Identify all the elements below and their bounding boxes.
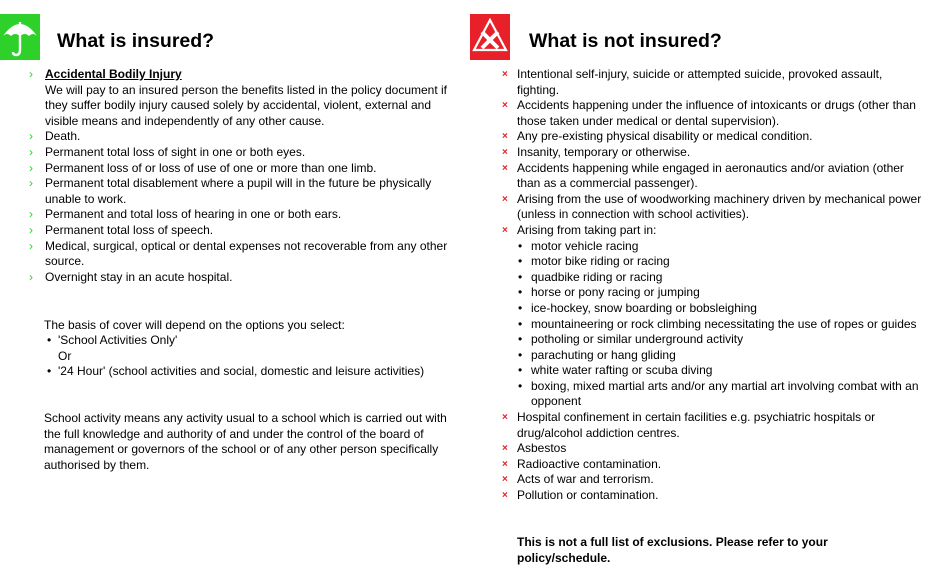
list-item (29, 207, 455, 223)
bullet-icon: • (518, 363, 523, 378)
list-item-text: Overnight stay in an acute hospital. (45, 269, 233, 284)
school-activity-text: School activity means any activity usual to a school which is carried out with the full knowledge and authority of and under the control of the board of management or governors of the school or of any other person specifically authorised by them. (44, 411, 447, 472)
list-item-text: Pollution or contamination. (517, 488, 659, 503)
cross-bullet-icon: × (502, 193, 508, 205)
list-item (502, 441, 922, 457)
activity-text: parachuting or hang gliding (531, 347, 676, 362)
insured-title: What is insured? (57, 30, 215, 52)
chevron-right-icon: › (29, 144, 33, 159)
bullet-icon: • (518, 238, 523, 253)
activity-item (517, 332, 922, 348)
bullet-icon: • (47, 364, 52, 379)
list-item (29, 269, 455, 286)
list-item-text: Insanity, temporary or otherwise. (517, 144, 691, 159)
list-item (502, 472, 922, 488)
chevron-right-icon: › (29, 222, 33, 237)
chevron-right-icon: › (29, 238, 33, 253)
list-item-text: Permanent total disablement where a pupil will in the future be physically unable to work. (45, 176, 432, 206)
cross-bullet-icon: × (502, 131, 508, 143)
chevron-right-icon: › (29, 67, 33, 81)
list-item (502, 456, 922, 473)
list-item (29, 129, 455, 145)
list-item (502, 222, 922, 239)
cross-bullet-icon: × (502, 224, 508, 236)
bullet-icon: • (518, 269, 523, 284)
chevron-right-icon: › (29, 207, 33, 222)
cross-bullet-icon: × (502, 146, 508, 158)
chevron-right-icon: › (29, 129, 33, 144)
activity-item (517, 254, 922, 270)
bullet-icon: • (47, 333, 52, 347)
activity-text: motor vehicle racing (531, 238, 639, 253)
list-item-text: Accidents happening while engaged in aeronautics and/or aviation (other than as a commercial passenger). (517, 160, 904, 191)
list-item (29, 176, 455, 207)
not-insured-header (470, 0, 925, 64)
bullet-icon: • (518, 332, 523, 347)
list-item-text: Any pre-existing physical disability or medical condition. (517, 129, 813, 144)
cross-bullet-icon: × (502, 490, 508, 502)
chevron-right-icon: › (29, 269, 33, 284)
umbrella-icon (0, 14, 40, 60)
activity-item (517, 301, 922, 317)
activity-item (517, 270, 922, 286)
insured-column (0, 0, 460, 472)
activity-text: quadbike riding or racing (531, 269, 663, 284)
activity-text: motor bike riding or racing (531, 254, 670, 269)
activity-text: boxing, mixed martial arts and/or any martial art involving combat with an opponent (531, 378, 919, 409)
list-item (502, 160, 922, 192)
list-item-text: Death. (45, 129, 81, 144)
list-item (502, 488, 922, 504)
activity-text: white water rafting or scuba diving (531, 363, 713, 378)
list-item-text: Acts of war and terrorism. (517, 472, 654, 487)
list-item-text: Permanent loss of or loss of use of one or more than one limb. (45, 160, 377, 175)
basis-text: The basis of cover will depend on the options you select: (44, 318, 345, 332)
cross-bullet-icon: × (502, 474, 508, 486)
list-item (29, 67, 455, 129)
not-insured-list (502, 67, 922, 504)
option-label: 'School Activities Only' (58, 333, 178, 347)
list-item (502, 144, 922, 161)
option-item (44, 364, 456, 380)
activity-text: horse or pony racing or jumping (531, 285, 700, 300)
list-item-text: Intentional self-injury, suicide or attempted suicide, provoked assault, fighting. (517, 67, 883, 97)
bullet-icon: • (518, 300, 523, 315)
list-item (29, 238, 455, 270)
activity-text: ice-hockey, snow boarding or bobsleighing (531, 300, 757, 315)
list-item-text: Arising from the use of woodworking machinery driven by mechanical power (unless in connection with school activities). (517, 191, 922, 222)
cover-options (44, 333, 456, 380)
activity-item (517, 363, 922, 379)
chevron-right-icon: › (29, 160, 33, 175)
cross-bullet-icon: × (502, 69, 508, 80)
list-item (502, 129, 922, 145)
bullet-icon: • (518, 316, 523, 331)
cross-bullet-icon: × (502, 443, 508, 455)
activity-item (517, 348, 922, 364)
activity-item (517, 239, 922, 255)
option-item (44, 333, 456, 349)
bullet-icon: • (518, 378, 523, 393)
bullet-icon: • (518, 254, 523, 269)
insured-list (29, 67, 455, 285)
list-item (502, 67, 922, 98)
activity-item (517, 379, 922, 410)
list-item (502, 191, 922, 223)
list-item-text: Arising from taking part in: (517, 222, 657, 237)
list-item-text: Permanent and total loss of hearing in one or both ears. (45, 207, 342, 222)
list-item (502, 410, 922, 441)
list-item-text: Radioactive contamination. (517, 456, 662, 471)
activity-text: potholing or similar underground activity (531, 332, 744, 347)
list-item-text: Permanent total loss of sight in one or both eyes. (45, 144, 306, 159)
list-item-text: Permanent total loss of speech. (45, 222, 214, 237)
list-item-text: Hospital confinement in certain facilities e.g. psychiatric hospitals or drug/alcohol addiction centres. (517, 410, 876, 440)
cross-bullet-icon: × (502, 100, 508, 112)
activity-item (517, 317, 922, 333)
activity-text: mountaineering or rock climbing necessitating the use of ropes or guides (531, 316, 917, 331)
cross-bullet-icon: × (502, 458, 508, 470)
bullet-icon: • (518, 285, 523, 300)
list-item (29, 222, 455, 239)
option-label: '24 Hour' (school activities and social, domestic and leisure activities) (58, 364, 425, 379)
not-insured-column (470, 0, 925, 503)
not-insured-title: What is not insured? (529, 30, 722, 52)
or-text: Or (58, 348, 72, 363)
list-item-text: Medical, surgical, optical or dental expenses not recoverable from any other source. (45, 238, 448, 269)
cross-bullet-icon: × (502, 412, 508, 424)
bullet-icon: • (518, 347, 523, 362)
list-item-text: Asbestos (517, 441, 567, 456)
insured-header (0, 0, 460, 64)
disclaimer-text: This is not a full list of exclusions. Please refer to your policy/schedule. (517, 535, 828, 565)
cross-bullet-icon: × (502, 162, 508, 174)
section-heading: Accidental Bodily Injury (45, 67, 182, 81)
list-item (502, 98, 922, 129)
list-item (29, 160, 455, 177)
chevron-right-icon: › (29, 176, 33, 191)
section-body: We will pay to an insured person the benefits listed in the policy document if they suffer bodily injury caused solely by accidental, violent, external and visible means and independently of any other cause. (45, 82, 447, 128)
activity-item (517, 285, 922, 301)
list-item-text: Accidents happening under the influence of intoxicants or drugs (other than those taken under medical or dental supervision). (517, 98, 916, 128)
list-item (29, 144, 455, 161)
cross-icon (470, 14, 510, 60)
